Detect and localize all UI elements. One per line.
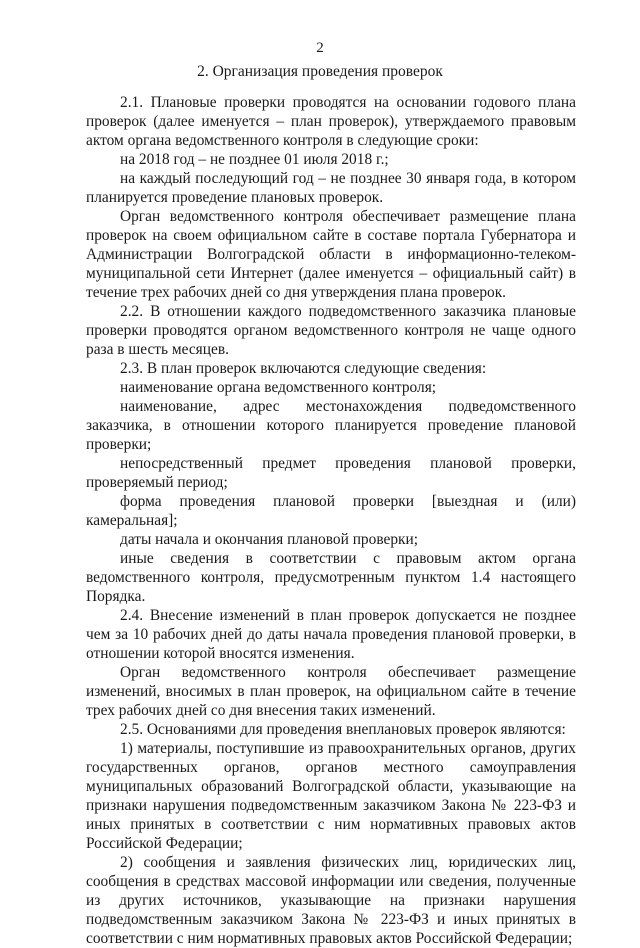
paragraph-2-1: 2.1. Плановые проверки проводятся на основании годового плана проверок (далее именуется – план проверок), утверждаемого правовым актом органа ведомственного контроля в следующие сроки: xyxy=(86,94,576,149)
paragraph-changes-publication: Орган ведомственного контроля обеспечивает размещение изменений, вносимых в план проверок, на официальном сайте в течение трех рабочих дней со дня внесения таких изменений. xyxy=(86,664,576,719)
page-number: 2 xyxy=(316,40,324,56)
paragraph-deadline-next: на каждый последующий год – не позднее 30 января года, в котором планируется проведение плановых проверок. xyxy=(86,170,576,206)
list-item-authority-name: наименование органа ведомственного контроля; xyxy=(120,379,437,396)
paragraph-deadline-2018: на 2018 год – не позднее 01 июля 2018 г.; xyxy=(120,151,389,168)
list-item-customer-name: наименование, адрес местонахождения подведомственного заказчика, в отношении которого планируется проведение плановой проверки; xyxy=(86,398,576,453)
section-title: 2. Организация проведения проверок xyxy=(197,63,443,80)
list-item-grounds-1: 1) материалы, поступившие из правоохранительных органов, других государственных органов, органов местного самоуправления муниципальных образований Волгоградской области, указывающие на признаки нарушения подведомственным заказчиком Закона № 223-ФЗ и иных принятых в соответствии с ним нормативных правовых актов Российской Федерации; xyxy=(86,740,576,852)
list-item-subject: непосредственный предмет проведения плановой проверки, проверяемый период; xyxy=(86,455,576,491)
list-item-form: форма проведения плановой проверки [выездная и (или) камеральная]; xyxy=(86,493,576,529)
list-item-dates: даты начала и окончания плановой проверки; xyxy=(120,531,419,548)
paragraph-2-2: 2.2. В отношении каждого подведомственного заказчика плановые проверки проводятся органом ведомственного контроля не чаще одного раза в шесть месяцев. xyxy=(86,303,576,358)
document-body xyxy=(86,93,576,948)
list-item-grounds-2: 2) сообщения и заявления физических лиц, юридических лиц, сообщения в средствах массовой информации или сведения, полученные из других источников, указывающие на признаки нарушения подведомственным заказчиком Закона № 223-ФЗ и иных принятых в соответствии с ним нормативных правовых актов Российской Федерации; xyxy=(86,854,576,947)
paragraph-2-5: 2.5. Основаниями для проведения внеплановых проверок являются: xyxy=(120,721,566,738)
paragraph-2-4: 2.4. Внесение изменений в план проверок допускается не позднее чем за 10 рабочих дней до даты начала проведения плановой проверки, в отношении которой вносятся изменения. xyxy=(86,607,576,662)
paragraph-2-3: 2.3. В план проверок включаются следующие сведения: xyxy=(120,360,487,377)
list-item-other: иные сведения в соответствии с правовым актом органа ведомственного контроля, предусмотренным пунктом 1.4 настоящего Порядка. xyxy=(86,550,576,605)
paragraph-publication: Орган ведомственного контроля обеспечивает размещение плана проверок на своем официальном сайте в составе портала Губернатора и Администрации Волгоградской области в информационно-телеком-муниципальной сети Интернет (далее именуется – официальный сайт) в течение трех рабочих дней со дня утверждения плана проверок. xyxy=(86,208,576,301)
